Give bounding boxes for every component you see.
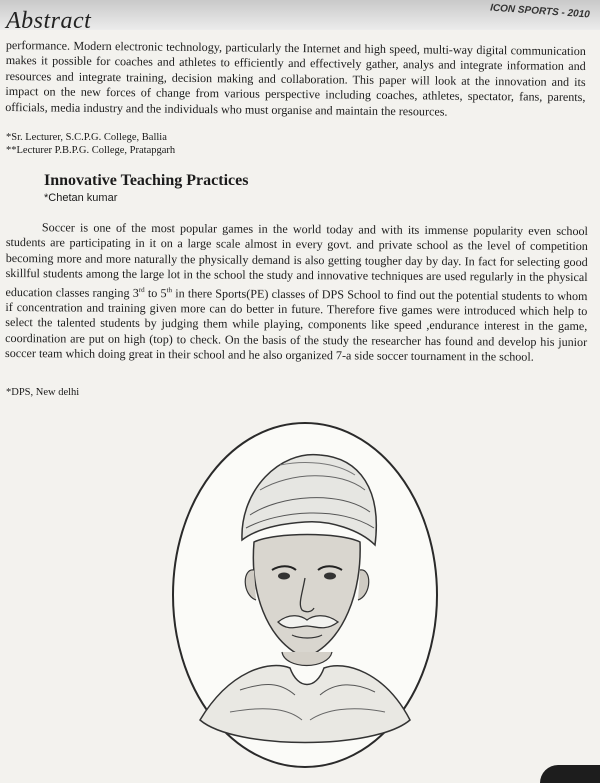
affiliation-2: **Lecturer P.B.P.G. College, Pratapgarh (6, 145, 176, 156)
section-title: Innovative Teaching Practices (44, 172, 249, 189)
page-corner-mark (540, 765, 600, 783)
body-paragraph (5, 220, 588, 366)
portrait-illustration (170, 420, 440, 770)
journal-running-head: ICON SPORTS - 2010 (489, 2, 591, 21)
affiliation-1: *Sr. Lecturer, S.C.P.G. College, Ballia (6, 132, 167, 143)
body-text-3: in there Sports(PE) classes of DPS School to find out the potential students to whom if concentration and training given more can do better in future. Therefore five games were introduced which help to select the talented students by judging them while playing, components like speed ,endurance interest in the game, coordination are put on high (top) to check. On the basis of the study the researcher has found and develop his junior soccer team which doing great in their school and he also organized 7-a side soccer tournament in the school. (5, 285, 588, 364)
abstract-heading: Abstract (6, 8, 92, 34)
body-text-1: Soccer is one of the most popular games in the world today and with its immense popularity even school students are participating in it on a large scale almost in every govt. and private school as the level of competition becoming more and more naturally the physically demand is also getting tougher day by day. In fact for selecting good skillful students among the large lot in the school the study and innovative techniques are used regularly in the physical education classes ranging 3 (5, 220, 588, 300)
superscript-th: th (166, 285, 173, 294)
portrait-sketch-icon (170, 420, 440, 770)
body-text-2: to 5 (144, 285, 167, 300)
author-name: *Chetan kumar (44, 192, 118, 204)
author-affiliation: *DPS, New delhi (6, 387, 80, 398)
abstract-paragraph: performance. Modern electronic technology, particularly the Internet and high speed, multi-way digital communication makes it possible for coaches and athletes to efficiently and effectively gather, analys and integrate information and resources and integrate training, decision making and collaboration. This paper will look at the innovation and its impact on the new forces of change from various perspective including coaches, athletes, spectator, fans, parents, officials, media industry and the individuals who must organise and maintain the resources. (5, 38, 586, 119)
superscript-rd: rd (138, 285, 145, 294)
